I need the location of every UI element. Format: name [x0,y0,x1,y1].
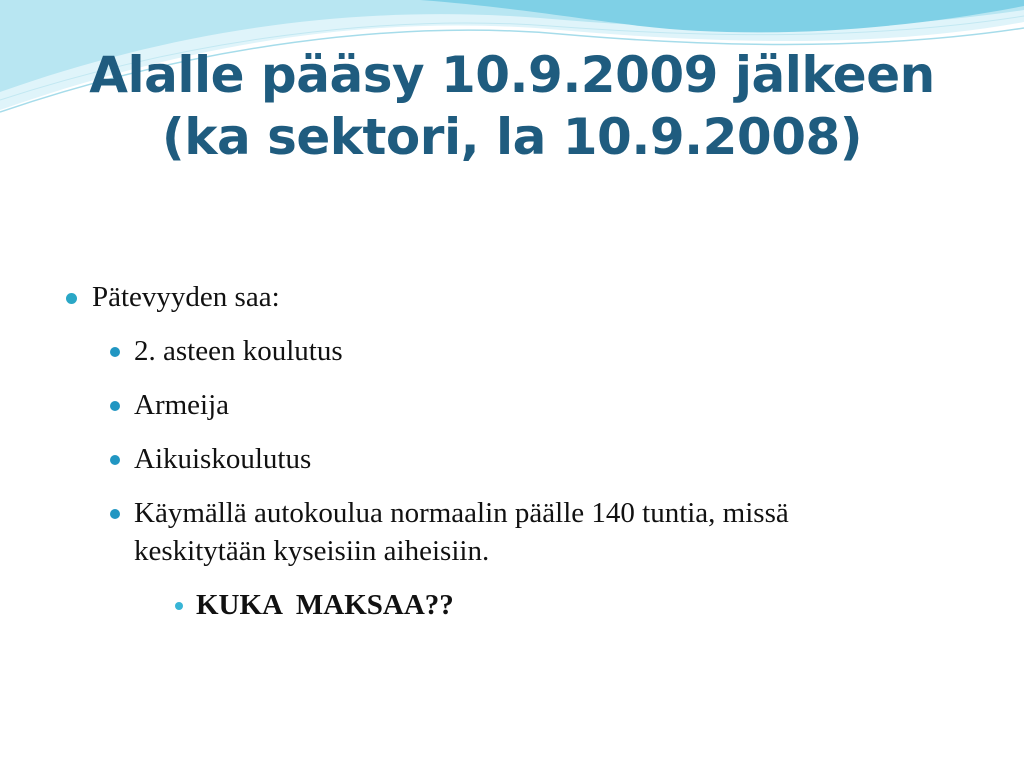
bullet-item-autokoulu [0,494,894,570]
bullet-text: Aikuiskoulutus [134,443,312,475]
bullet-list [0,278,1024,638]
bullet-dot-icon [110,455,120,465]
bullet-dot-icon [66,293,77,304]
bullet-item-kuka-maksaa [0,586,1024,624]
bullet-dot-icon [110,347,120,357]
bullet-item-armeija [0,386,1024,424]
title-line-2: (ka sektori, la 10.9.2008) [161,108,863,166]
title-line-1: Alalle pääsy 10.9.2009 jälkeen [89,46,935,104]
bullet-item-asteen-koulutus [0,332,1024,370]
slide-title [0,44,1024,168]
bullet-text: Käymällä autokoulua normaalin päälle 140 tuntia, missä keskitytään kyseisiin aiheisiin. [134,497,789,567]
bullet-text: 2. asteen koulutus [134,335,343,367]
bullet-item-aikuiskoulutus [0,440,1024,478]
bullet-dot-icon [110,401,120,411]
bullet-text: KUKA MAKSAA?? [196,589,454,621]
bullet-dot-icon [110,509,120,519]
bullet-dot-icon [175,602,183,610]
bullet-text: Armeija [134,389,230,421]
bullet-item-patevyys [0,278,1024,316]
bullet-text: Pätevyyden saa: [92,281,280,313]
